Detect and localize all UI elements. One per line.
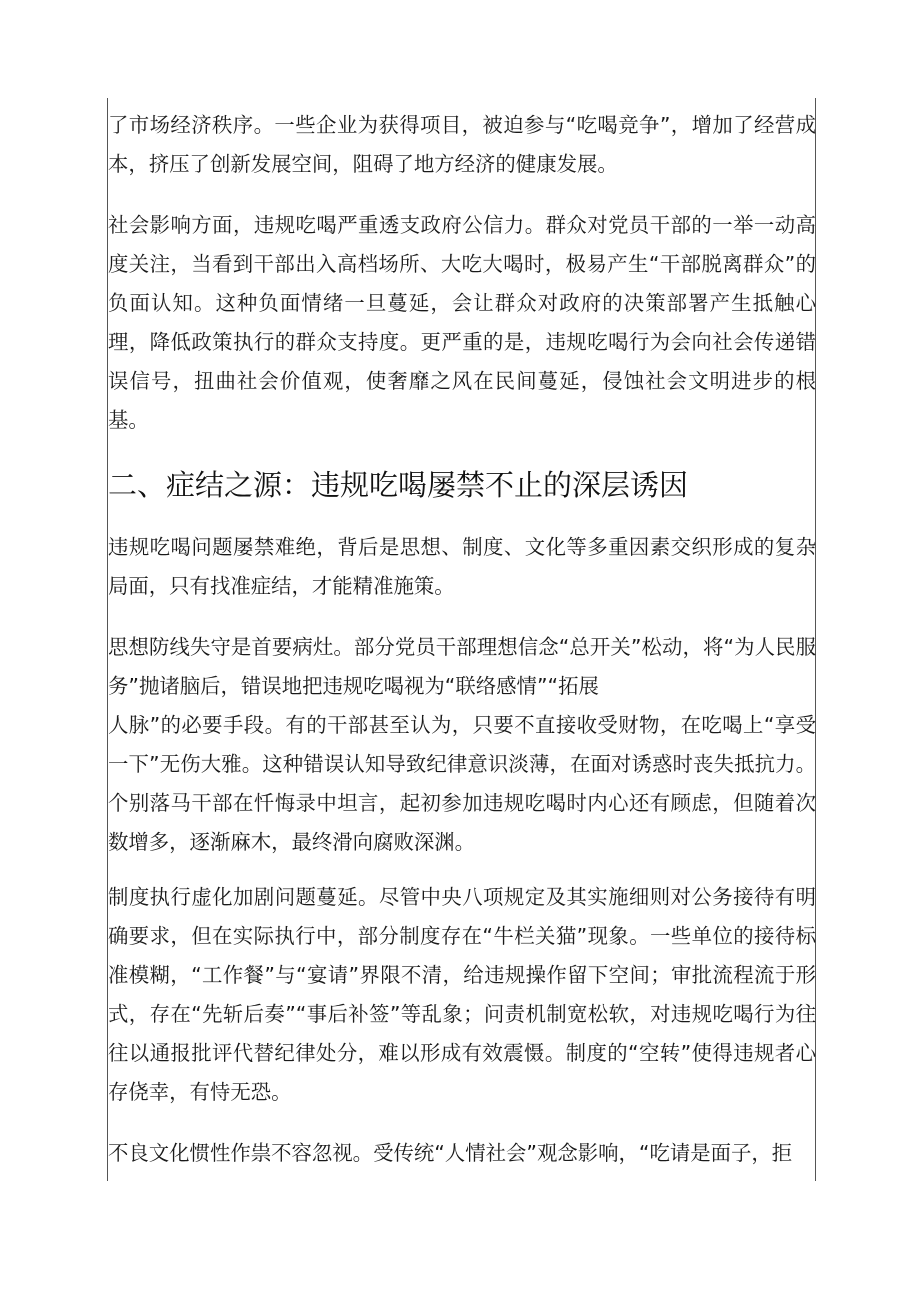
paragraph-social-impact: 社会影响方面，违规吃喝严重透支政府公信力。群众对党员干部的一举一动高度关注，当看到干部出入高档场所、大吃大喝时，极易产生“干部脱离群众”的负面认知。这种负面情绪一旦蔓延，会让群众对政府的决策部署产生抵触心理，降低政策执行的群众支持度。更严重的是，违规吃喝行为会向社会传递错误信号，扭曲社会价值观，使奢靡之风在民间蔓延，侵蚀社会文明进步的根基。 (108, 213, 816, 432)
section-heading: 二、症结之源：违规吃喝屡禁不止的深层诱因 (108, 468, 689, 502)
paragraph-culture: 不良文化惯性作祟不容忽视。受传统“人情社会”观念影响，“吃请是面子，拒 (108, 1141, 793, 1165)
paragraph-ideology-part-2: 人脉”的必要手段。有的干部甚至认为，只要不直接收受财物，在吃喝上“享受一下”无伤大雅。这种错误认知导致纪律意识淡薄，在面对诱惑时丧失抵抗力。个别落马干部在忏悔录中坦言，起初参加违规吃喝时内心还有顾虑，但随着次数增多，逐渐麻木，最终滑向腐败深渊。 (108, 713, 816, 854)
paragraph-intro-causes: 违规吃喝问题屡禁难绝，背后是思想、制度、文化等多重因素交织形成的复杂局面，只有找准症结，才能精准施策。 (108, 535, 816, 598)
paragraph-market-order: 了市场经济秩序。一些企业为获得项目，被迫参与“吃喝竞争”，增加了经营成本，挤压了创新发展空间，阻碍了地方经济的健康发展。 (108, 113, 816, 176)
paragraph-ideology (108, 628, 816, 862)
paragraph-ideology-part-1: 思想防线失守是首要病灶。部分党员干部理想信念“总开关”松动，将“为人民服务”抛诸脑后，错误地把违规吃喝视为“联络感情”“拓展 (108, 635, 816, 698)
document-body (108, 106, 816, 1195)
paragraph-institution: 制度执行虚化加剧问题蔓延。尽管中央八项规定及其实施细则对公务接待有明确要求，但在实际执行中，部分制度存在“牛栏关猫”现象。一些单位的接待标准模糊，“工作餐”与“宴请”界限不清，给违规操作留下空间；审批流程流于形式，存在“先斩后奏”“事后补签”等乱象；问责机制宽松软，对违规吃喝行为往往以通报批评代替纪律处分，难以形成有效震慑。制度的“空转”使得违规者心存侥幸，有恃无恐。 (108, 885, 816, 1104)
